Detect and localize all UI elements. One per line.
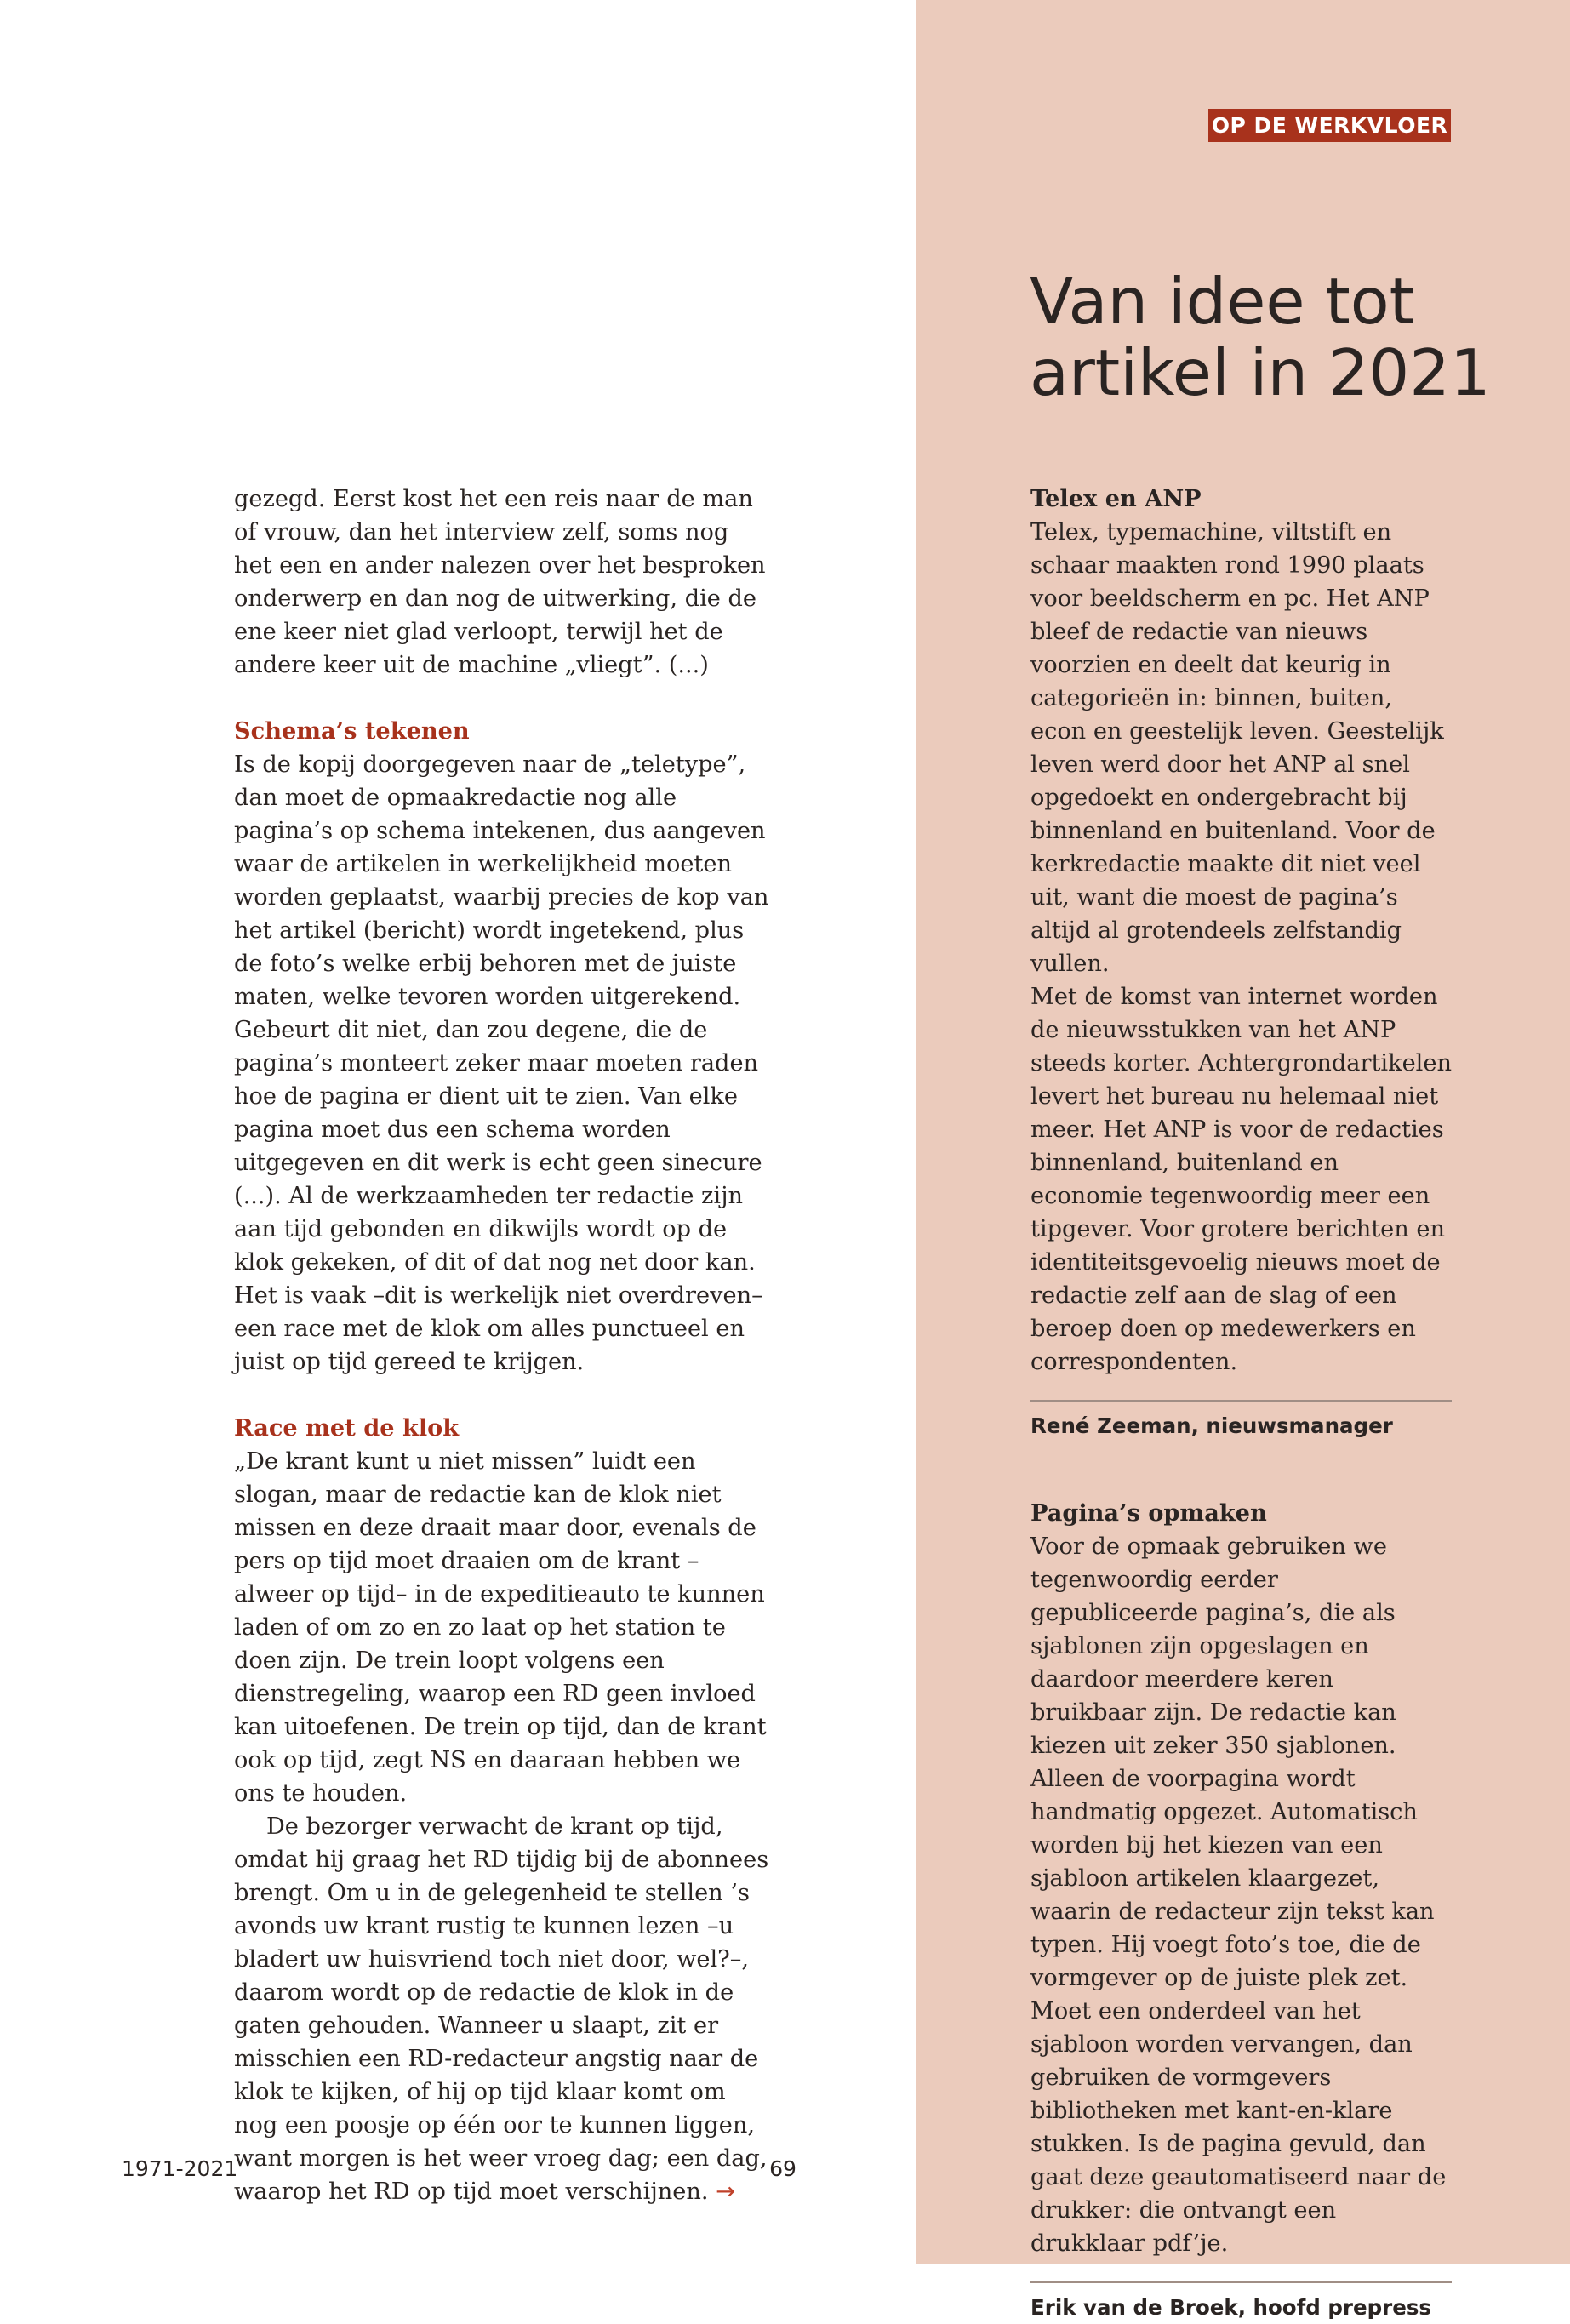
block-heading-telex: Telex en ANP bbox=[1030, 485, 1202, 512]
right-column bbox=[1030, 483, 1452, 2324]
credit-rene-zeeman: René Zeeman, nieuwsmanager bbox=[1030, 1400, 1452, 1442]
page-number: 69 bbox=[769, 2156, 796, 2181]
section-label: OP DE WERKVLOER bbox=[1208, 109, 1451, 142]
section-body-schemas: Is de kopij doorgegeven naar de „teletype”, dan moet de opmaakredactie nog alle pagina’s op schema intekenen, dus aangeven waar de artikelen in werkelijkheid moeten worden geplaatst, waarbij precies de kop van het artikel (bericht) wordt ingetekend, plus de foto’s welke erbij behoren met de juiste maten, welke tevoren worden uitgerekend. Gebeurt dit niet, dan zou degene, die de pagina’s monteert zeker maar moeten raden hoe de pagina er dient uit te zien. Van elke pagina moet dus een schema worden uitgegeven en dit werk is echt geen sinecure (...). Al de werkzaamheden ter redactie zijn aan tijd gebonden en dikwijls wordt op de klok gekeken, of dit of dat nog net door kan. Het is vaak –dit is werkelijk niet overdreven– een race met de klok om alles punctueel en juist op tijd gereed te krijgen. bbox=[234, 751, 769, 1375]
left-column bbox=[234, 483, 770, 2208]
section-body-race-2 bbox=[234, 1810, 770, 2208]
continue-arrow-icon: → bbox=[716, 2178, 735, 2205]
intro-paragraph: gezegd. Eerst kost het een reis naar de man of vrouw, dan het interview zelf, soms nog het een en ander nalezen over het besproken onderwerp en dan nog de uitwerking, die de ene keer niet glad verloopt, terwijl het de andere keer uit de machine „vliegt”. (...) bbox=[234, 486, 766, 678]
block-body-telex-2: Met de komst van internet worden de nieuwsstukken van het ANP steeds korter. Achtergrondartikelen levert het bureau nu helemaal niet meer. Het ANP is voor de redacties binnenland, buitenland en economie tegenwoordig meer een tipgever. Voor grotere berichten en identiteitsgevoelig nieuws moet de redactie zelf aan de slag of een beroep doen op medewerkers en correspondenten. bbox=[1030, 984, 1452, 1375]
page-title: Van idee tot artikel in 2021 bbox=[1030, 264, 1491, 410]
section-heading-race: Race met de klok bbox=[234, 1414, 460, 1442]
block-body-telex-1: Telex, typemachine, viltstift en schaar maakten rond 1990 plaats voor beeldscherm en pc. Het ANP bleef de redactie van nieuws voorzien en deelt dat keurig in categorieën in: binnen, buiten, econ en geestelijk leven. Geestelijk leven werd door het ANP al snel opgedoekt en ondergebracht bij binnenland en buitenland. Voor de kerkredactie maakte dit niet veel uit, want die moest de pagina’s altijd al grotendeels zelfstandig vullen. bbox=[1030, 519, 1444, 977]
block-heading-opmaak: Pagina’s opmaken bbox=[1030, 1499, 1267, 1527]
section-body-race-2-text: De bezorger verwacht de krant op tijd, omdat hij graag het RD tijdig bij de abonnees brengt. Om u in de gelegenheid te stellen ’s avonds uw krant rustig te kunnen lezen –u bladert uw huisvriend toch niet door, wel?–, daarom wordt op de redactie de klok in de gaten gehouden. Wanneer u slaapt, zit er misschien een RD-redacteur angstig naar de klok te kijken, of hij op tijd klaar komt om nog een poosje op één oor te kunnen liggen, want morgen is het weer vroeg dag; een dag, waarop het RD op tijd moet verschijnen. bbox=[234, 1813, 769, 2205]
section-heading-schemas: Schema’s tekenen bbox=[234, 717, 470, 745]
block-body-opmaak: Voor de opmaak gebruiken we tegenwoordig eerder gepubliceerde pagina’s, die als sjablonen zijn opgeslagen en daardoor meerdere keren bruikbaar zijn. De redactie kan kiezen uit zeker 350 sjablonen. Alleen de voorpagina wordt handmatig opgezet. Automatisch worden bij het kiezen van een sjabloon artikelen klaargezet, waarin de redacteur zijn tekst kan typen. Hij voegt foto’s toe, die de vormgever op de juiste plek zet. Moet een onderdeel van het sjabloon worden vervangen, dan gebruiken de vormgevers bibliotheken met kant-en-klare stukken. Is de pagina gevuld, dan gaat deze geautomatiseerd naar de drukker: die ontvangt een drukklaar pdf’je. bbox=[1030, 1533, 1447, 2257]
section-body-race-1: „De krant kunt u niet missen” luidt een slogan, maar de redactie kan de klok niet missen en deze draait maar door, evenals de pers op tijd moet draaien om de krant –alweer op tijd– in de expeditieauto te kunnen laden of om zo en zo laat op het station te doen zijn. De trein loopt volgens een dienstregeling, waarop een RD geen invloed kan uitoefenen. De trein op tijd, dan de krant ook op tijd, zegt NS en daaraan hebben we ons te houden. bbox=[234, 1448, 767, 1807]
footer-years: 1971-2021 bbox=[122, 2156, 238, 2181]
credit-erik-van-de-broek: Erik van de Broek, hoofd prepress bbox=[1030, 2281, 1452, 2324]
